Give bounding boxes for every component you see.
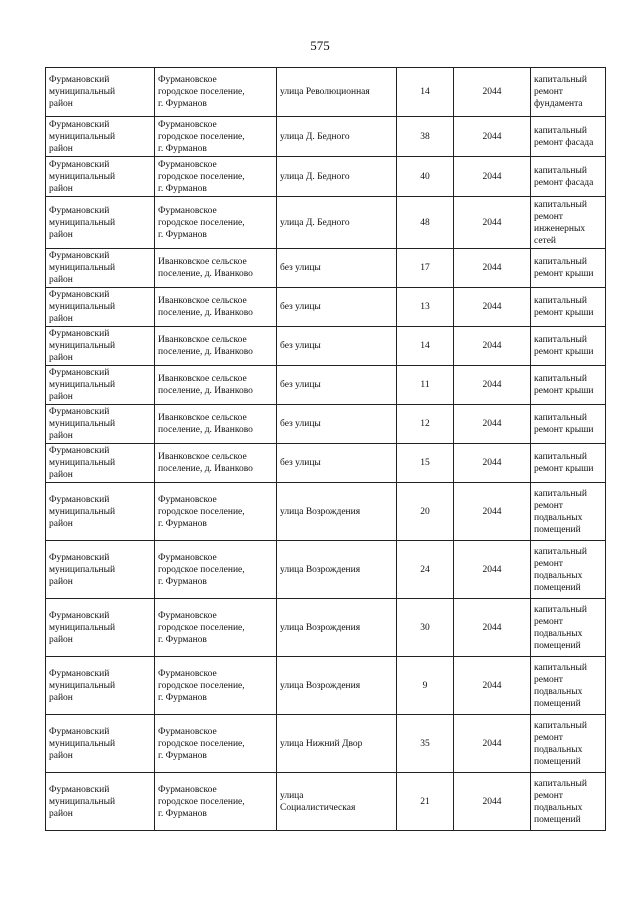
- house-number-cell: 9: [397, 657, 454, 715]
- settlement-cell: Фурмановское городское поселение, г. Фурманов: [155, 483, 277, 541]
- district-cell: Фурмановский муниципальный район: [46, 117, 155, 157]
- year-cell: 2044: [454, 715, 531, 773]
- house-number-cell: 30: [397, 599, 454, 657]
- table-row: [46, 405, 606, 444]
- district-cell: Фурмановский муниципальный район: [46, 715, 155, 773]
- district-cell: Фурмановский муниципальный район: [46, 327, 155, 366]
- year-cell: 2044: [454, 117, 531, 157]
- house-number-cell: 40: [397, 157, 454, 197]
- street-cell: улица Д. Бедного: [277, 117, 397, 157]
- street-cell: без улицы: [277, 288, 397, 327]
- district-cell: Фурмановский муниципальный район: [46, 773, 155, 831]
- street-cell: без улицы: [277, 366, 397, 405]
- work-type-cell: капитальный ремонт подвальных помещений: [531, 657, 606, 715]
- house-number-cell: 14: [397, 68, 454, 117]
- street-cell: улица Нижний Двор: [277, 715, 397, 773]
- house-number-cell: 38: [397, 117, 454, 157]
- page-number: 575: [310, 38, 330, 53]
- work-type-cell: капитальный ремонт фасада: [531, 117, 606, 157]
- street-cell: улица Д. Бедного: [277, 197, 397, 249]
- street-cell: без улицы: [277, 405, 397, 444]
- year-cell: 2044: [454, 327, 531, 366]
- year-cell: 2044: [454, 288, 531, 327]
- house-number-cell: 35: [397, 715, 454, 773]
- year-cell: 2044: [454, 197, 531, 249]
- table-row: [46, 117, 606, 157]
- table-row: [46, 249, 606, 288]
- table-row: [46, 715, 606, 773]
- settlement-cell: Иванковское сельское поселение, д. Иванково: [155, 444, 277, 483]
- house-number-cell: 17: [397, 249, 454, 288]
- settlement-cell: Фурмановское городское поселение, г. Фурманов: [155, 715, 277, 773]
- table-row: [46, 327, 606, 366]
- year-cell: 2044: [454, 249, 531, 288]
- district-cell: Фурмановский муниципальный район: [46, 288, 155, 327]
- work-type-cell: капитальный ремонт крыши: [531, 405, 606, 444]
- year-cell: 2044: [454, 773, 531, 831]
- table-row: [46, 68, 606, 117]
- settlement-cell: Фурмановское городское поселение, г. Фурманов: [155, 541, 277, 599]
- year-cell: 2044: [454, 599, 531, 657]
- district-cell: Фурмановский муниципальный район: [46, 68, 155, 117]
- street-cell: без улицы: [277, 327, 397, 366]
- street-cell: улица Возрождения: [277, 541, 397, 599]
- district-cell: Фурмановский муниципальный район: [46, 483, 155, 541]
- table-row: [46, 444, 606, 483]
- district-cell: Фурмановский муниципальный район: [46, 444, 155, 483]
- year-cell: 2044: [454, 541, 531, 599]
- district-cell: Фурмановский муниципальный район: [46, 657, 155, 715]
- house-number-cell: 14: [397, 327, 454, 366]
- table-row: [46, 288, 606, 327]
- year-cell: 2044: [454, 483, 531, 541]
- street-cell: без улицы: [277, 444, 397, 483]
- work-type-cell: капитальный ремонт подвальных помещений: [531, 541, 606, 599]
- settlement-cell: Фурмановское городское поселение, г. Фурманов: [155, 157, 277, 197]
- settlement-cell: Фурмановское городское поселение, г. Фурманов: [155, 657, 277, 715]
- table-row: [46, 157, 606, 197]
- house-number-cell: 24: [397, 541, 454, 599]
- street-cell: улица Возрождения: [277, 599, 397, 657]
- settlement-cell: Фурмановское городское поселение, г. Фурманов: [155, 773, 277, 831]
- work-type-cell: капитальный ремонт фундамента: [531, 68, 606, 117]
- table-row: [46, 197, 606, 249]
- district-cell: Фурмановский муниципальный район: [46, 405, 155, 444]
- work-type-cell: капитальный ремонт инженерных сетей: [531, 197, 606, 249]
- district-cell: Фурмановский муниципальный район: [46, 599, 155, 657]
- work-type-cell: капитальный ремонт крыши: [531, 327, 606, 366]
- table-row: [46, 366, 606, 405]
- house-number-cell: 13: [397, 288, 454, 327]
- table-row: [46, 599, 606, 657]
- year-cell: 2044: [454, 444, 531, 483]
- street-cell: улица Возрождения: [277, 483, 397, 541]
- settlement-cell: Фурмановское городское поселение, г. Фурманов: [155, 117, 277, 157]
- house-number-cell: 20: [397, 483, 454, 541]
- work-type-cell: капитальный ремонт крыши: [531, 288, 606, 327]
- work-type-cell: капитальный ремонт подвальных помещений: [531, 483, 606, 541]
- settlement-cell: Фурмановское городское поселение, г. Фурманов: [155, 197, 277, 249]
- year-cell: 2044: [454, 657, 531, 715]
- settlement-cell: Иванковское сельское поселение, д. Иванково: [155, 405, 277, 444]
- year-cell: 2044: [454, 68, 531, 117]
- district-cell: Фурмановский муниципальный район: [46, 197, 155, 249]
- settlement-cell: Фурмановское городское поселение, г. Фурманов: [155, 68, 277, 117]
- table-row: [46, 657, 606, 715]
- work-type-cell: капитальный ремонт крыши: [531, 366, 606, 405]
- house-number-cell: 21: [397, 773, 454, 831]
- settlement-cell: Иванковское сельское поселение, д. Иванково: [155, 366, 277, 405]
- house-number-cell: 48: [397, 197, 454, 249]
- year-cell: 2044: [454, 157, 531, 197]
- district-cell: Фурмановский муниципальный район: [46, 249, 155, 288]
- house-number-cell: 15: [397, 444, 454, 483]
- work-type-cell: капитальный ремонт фасада: [531, 157, 606, 197]
- table-row: [46, 773, 606, 831]
- settlement-cell: Иванковское сельское поселение, д. Иванково: [155, 249, 277, 288]
- work-type-cell: капитальный ремонт крыши: [531, 249, 606, 288]
- street-cell: улица Д. Бедного: [277, 157, 397, 197]
- settlement-cell: Фурмановское городское поселение, г. Фурманов: [155, 599, 277, 657]
- street-cell: без улицы: [277, 249, 397, 288]
- work-type-cell: капитальный ремонт подвальных помещений: [531, 715, 606, 773]
- street-cell: улица Революционная: [277, 68, 397, 117]
- house-number-cell: 11: [397, 366, 454, 405]
- work-type-cell: капитальный ремонт крыши: [531, 444, 606, 483]
- table-row: [46, 541, 606, 599]
- settlement-cell: Иванковское сельское поселение, д. Иванково: [155, 288, 277, 327]
- year-cell: 2044: [454, 405, 531, 444]
- district-cell: Фурмановский муниципальный район: [46, 541, 155, 599]
- housing-repair-table: [45, 67, 606, 831]
- table-body: [46, 68, 606, 831]
- district-cell: Фурмановский муниципальный район: [46, 157, 155, 197]
- table-row: [46, 483, 606, 541]
- year-cell: 2044: [454, 366, 531, 405]
- settlement-cell: Иванковское сельское поселение, д. Иванково: [155, 327, 277, 366]
- work-type-cell: капитальный ремонт подвальных помещений: [531, 773, 606, 831]
- house-number-cell: 12: [397, 405, 454, 444]
- district-cell: Фурмановский муниципальный район: [46, 366, 155, 405]
- street-cell: улица Социалистическая: [277, 773, 397, 831]
- work-type-cell: капитальный ремонт подвальных помещений: [531, 599, 606, 657]
- street-cell: улица Возрождения: [277, 657, 397, 715]
